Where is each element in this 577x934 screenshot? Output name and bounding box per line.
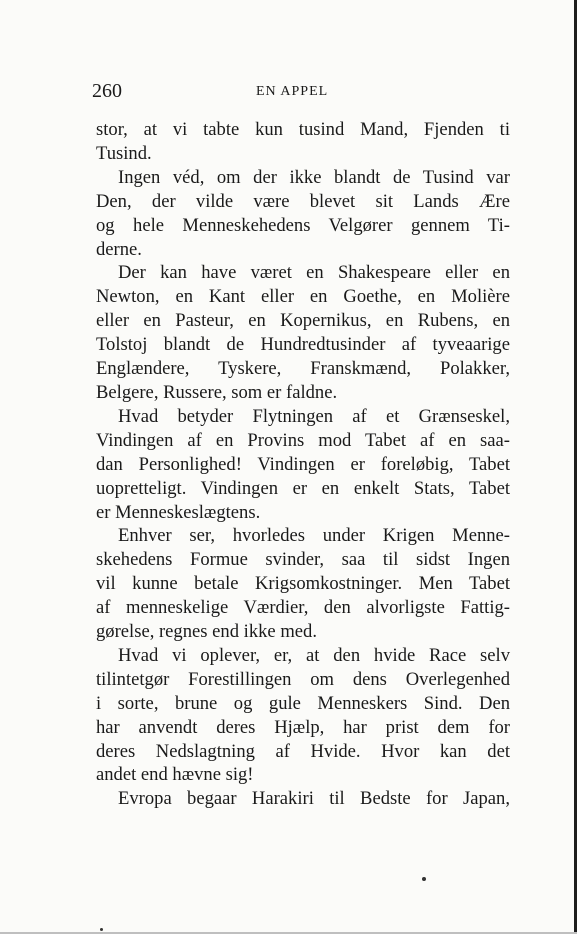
body-text [96, 118, 510, 811]
text-line: Der kan have været en Shakespeare eller en [118, 262, 510, 284]
text-line: gørelse, regnes end ikke med. [96, 621, 317, 643]
page-number: 260 [92, 80, 122, 102]
text-line: skehedens Formue svinder, saa til sidst Ingen [96, 549, 510, 571]
text-line: stor, at vi tabte kun tusind Mand, Fjenden ti [96, 119, 510, 140]
text-line: har anvendt deres Hjælp, har prist dem for [96, 716, 510, 738]
text-line: eller en Pasteur, en Kopernikus, en Rubens, en [96, 310, 510, 332]
running-head: EN APPEL [256, 84, 329, 99]
text-line: tilintetgør Forestillingen om dens Overlegenhed [96, 668, 510, 690]
text-line: Tusind. [96, 142, 152, 164]
text-line: uopretteligt. Vindingen er en enkelt Stats, Tabet [96, 477, 510, 499]
text-line: af menneskelige Værdier, den alvorligste Fattig- [96, 597, 510, 619]
text-line: Belgere, Russere, som er faldne. [96, 381, 338, 403]
ink-speck [422, 877, 426, 881]
text-line: vil kunne betale Krigsomkostninger. Men Tabet [96, 573, 510, 595]
text-line: deres Nedslagtning af Hvide. Hvor kan det [96, 740, 510, 762]
text-line: Ingen véd, om der ikke blandt de Tusind var [118, 166, 510, 188]
text-line: dan Personlighed! Vindingen er foreløbig, Tabet [96, 453, 510, 475]
text-line: Newton, en Kant eller en Goethe, en Molière [96, 286, 510, 308]
text-line: Enhver ser, hvorledes under Krigen Menne- [118, 525, 510, 547]
text-line: i sorte, brune og gule Menneskers Sind. Den [96, 692, 510, 714]
text-line: Vindingen af en Provins mod Tabet af en saa- [96, 429, 510, 451]
text-line: andet end hævne sig! [96, 764, 254, 786]
text-line: Englændere, Tyskere, Franskmænd, Polakker, [96, 358, 510, 380]
text-line: Tolstoj blandt de Hundredtusinder af tyveaarige [96, 334, 510, 356]
text-line: Evropa begaar Harakiri til Bedste for Japan, [118, 788, 510, 810]
text-line: derne. [96, 238, 142, 260]
text-line: Hvad betyder Flytningen af et Grænseskel, [118, 405, 510, 427]
text-line: og hele Menneskehedens Velgører gennem Ti- [96, 214, 510, 236]
ink-speck [100, 928, 103, 931]
page-header [92, 80, 512, 108]
text-line: er Menneskeslægtens. [96, 501, 261, 523]
text-line: Den, der vilde være blevet sit Lands Ære [96, 190, 510, 212]
text-line: Hvad vi oplever, er, at den hvide Race selv [118, 644, 510, 666]
